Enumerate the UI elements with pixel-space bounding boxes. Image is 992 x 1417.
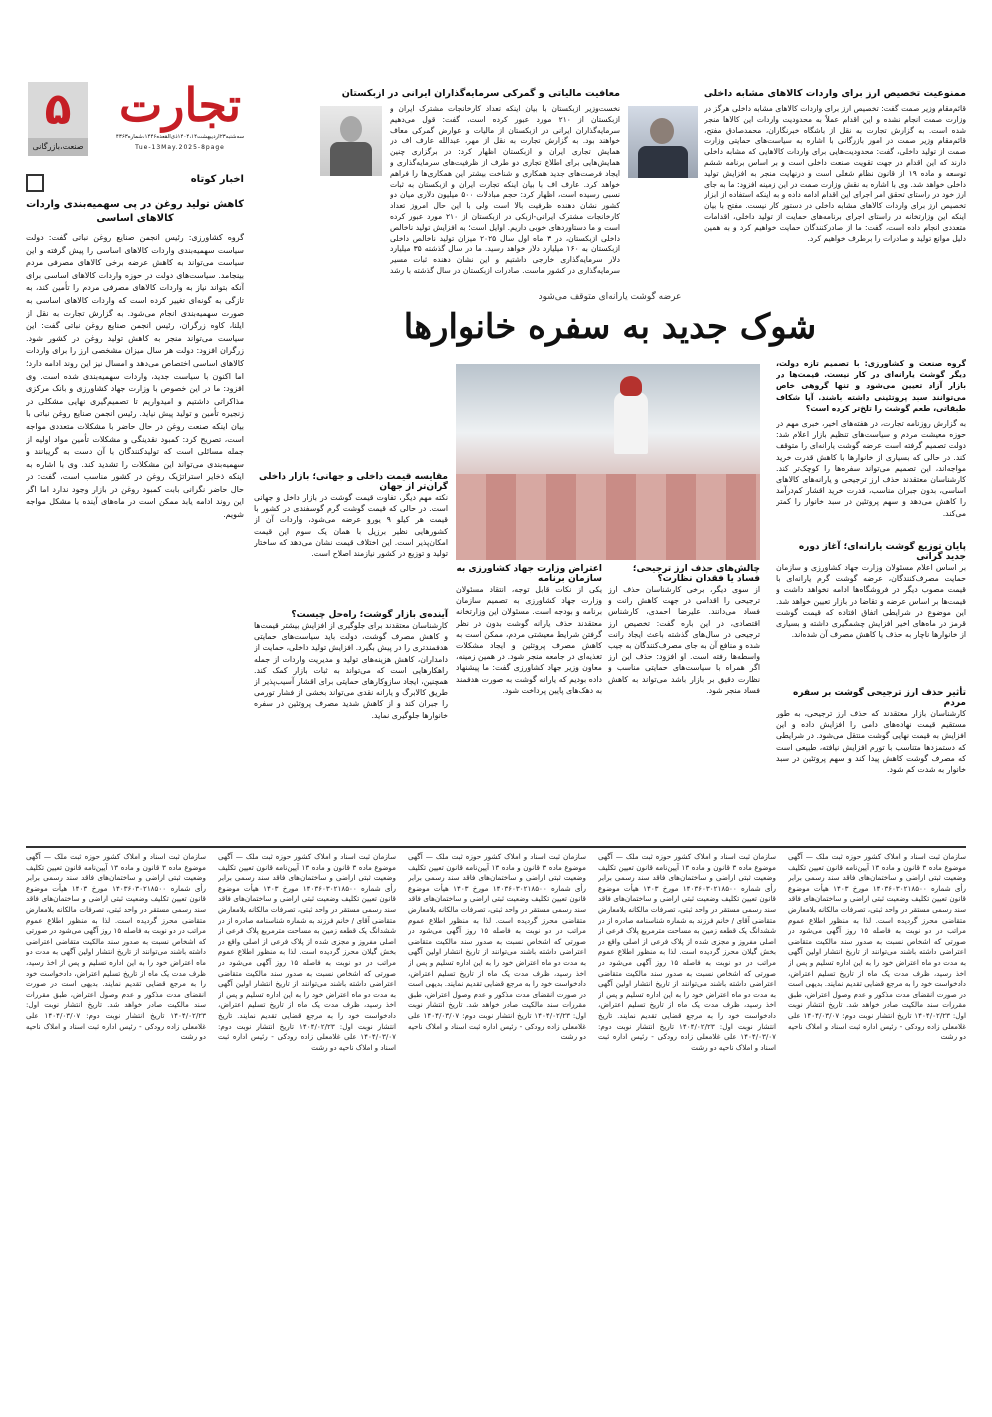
meat-trays bbox=[456, 474, 760, 560]
story-body: نخست‌وزیر ازبکستان با بیان اینکه تعداد کارخانجات مشترک ایران و ازبکستان از ۲۱۰ مورد عبور کرده است، گفت: قول می‌دهیم سرمایه‌گذاران ایرانی در ازبکستان از مالیات و عوارض گمرکی معاف خواهند بود. به گزارش تجارت به نقل از مهر، عبدالله عارف اف در همایش تجاری ایران و ازبکستان اظهار کرد: در برگزاری چنین همایش‌هایی برای اطلاع تجاری دو طرف از ظرفیت‌های سرمایه‌گذاری و ایجاد فرصت‌های جدید همکاری و شناخت بیشتر این همکاری‌ها را فراهم خواهد کرد. عارف اف با بیان اینکه تجارت ایران و ازبکستان به ثبات نسبی رسیده است، اظهار کرد: حجم مبادلات ۵۰۰ میلیون دلاری میان دو کشور نشان دهنده ظرفیت بالا است ولی با این حال امروز تعداد کارخانجات مشترک ایرانی-ازبکی در ازبکستان از ۲۱۰ مورد عبور کرده است و ما دستاوردهای خوبی داریم. اوایل است؛ به افزایش تولید ناخالص داخلی ازبکستان، در ۳ ماه اول سال ۲۰۲۵ میزان تولید ناخالص داخلی ازبکستان به ۱۶۰ میلیارد دلار خواهد رسید. ما در سال گذشته ۳۵ میلیارد دلار سرمایه‌گذاری خارجی داشتیم و این نشان دهنده ثبات مسیر سرمایه‌گذاری در کشور ماست. صادرات ازبکستان در سال گذشته با رشد bbox=[390, 104, 620, 275]
official-suit bbox=[638, 146, 688, 178]
section-title-4: اعتراض وزارت جهاد کشاورزی به سازمان برنامه bbox=[456, 564, 602, 584]
uzbek-story bbox=[290, 88, 620, 278]
currency-story bbox=[628, 88, 966, 278]
person-figure bbox=[340, 116, 362, 142]
notice-col-4: سازمان ثبت اسناد و املاک کشور حوزه ثبت ملک — آگهی موضوع ماده ۳ قانون و ماده ۱۳ آیین‌نامه قانون تعیین تکلیف وضعیت ثبتی اراضی و ساختمان‌های فاقد سند رسمی برابر رأی شماره ۱۴۰۳۶۰۳۰۲۱۸۵۰۰ مورخ ۱۴۰۳ هیأت موضوع قانون تعیین تکلیف وضعیت ثبتی اراضی و ساختمان‌های فاقد سند رسمی مستقر در واحد ثبتی، تصرفات مالکانه بلامعارض متقاضی آقای / خانم فرزند به شماره شناسنامه صادره از در ششدانگ یک قطعه زمین به مساحت مترمربع پلاک فرعی از اصلی مفروز و مجزی شده از پلاک فرعی از اصلی واقع در بخش گیلان محرز گردیده است. لذا به منظور اطلاع عموم مراتب در دو نوبت به فاصله ۱۵ روز آگهی می‌شود در صورتی که اشخاص نسبت به صدور سند مالکیت متقاضی اعتراضی داشته باشند می‌توانند از تاریخ انتشار اولین آگهی به مدت دو ماه اعتراض خود را به این اداره تسلیم و پس از اخذ رسید، ظرف مدت یک ماه از تاریخ تسلیم اعتراض، دادخواست خود را به مرجع قضایی تقدیم نمایند. تاریخ انتشار نوبت اول: ۱۴۰۴/۰۲/۲۳ تاریخ انتشار نوبت دوم: ۱۴۰۴/۰۳/۰۷ علی غلامعلی زاده رودکی - رئیس اداره ثبت اسناد و املاک ناحیه دو رشت bbox=[218, 852, 396, 1052]
section-title-2: تأثیر حذف ارز ترجیحی گوشت بر سفره مردم bbox=[793, 688, 966, 709]
newspaper-logo: تجارت bbox=[118, 78, 242, 132]
meat-photo bbox=[456, 364, 760, 560]
story-body: قائم‌مقام وزیر صمت گفت: تخصیص ارز برای واردات کالاهای مشابه داخلی هرگز در وزارت صمت انجام نشده و این اقدام عملاً به محدودیت واردات این کالاها منجر شده است. به گزارش تجارت به نقل از باشگاه خبرنگاران، محمدصادق مفتح، قائم‌مقام وزیر صمت در امور بازرگانی با اشاره به سیاست‌های حمایتی وزارت صمت از تولید داخلی، گفت: محدودیت‌هایی برای واردات کالاهایی که مشابه داخلی دارند که این اقدام در جهت تقویت صنعت داخلی است و بر اساس برنامه ششم توسعه و ماده ۱۹ از قانون نظام شغلی است و درنهایت منجر به افزایش تولید داخلی خواهد شد. وی با اشاره به نقش وزارت صمت در این زمینه افزود: ما به جای ارز خود در راستای تحقق امر اجرای این اقدام ادامه داده و به اینکه استفاده از ابزار تخصیص ارز برای واردات کالاهای مشابه داخلی در دستور کار نیست. مفتح با بیان اینکه این وزارتخانه در راستای اجرای برنامه‌های حمایت از تولید داخلی، اقدامات متعددی انجام داده است، گفت: ما از صادرکنندگان حمایت خواهیم کرد و به همین دلیل موانع تولید و صادرات را برطرف خواهیم کرد. bbox=[704, 104, 966, 243]
kicker: عرضه گوشت یارانه‌ای متوقف می‌شود bbox=[538, 292, 682, 302]
official-photo bbox=[628, 106, 698, 178]
notice-col-2: سازمان ثبت اسناد و املاک کشور حوزه ثبت ملک — آگهی موضوع ماده ۳ قانون و ماده ۱۳ آیین‌نامه قانون تعیین تکلیف وضعیت ثبتی اراضی و ساختمان‌های فاقد سند رسمی برابر رأی شماره ۱۴۰۳۶۰۳۰۲۱۸۵۰۰ مورخ ۱۴۰۳ هیأت موضوع قانون تعیین تکلیف وضعیت ثبتی اراضی و ساختمان‌های فاقد سند رسمی مستقر در واحد ثبتی، تصرفات مالکانه بلامعارض متقاضی آقای / خانم فرزند به شماره شناسنامه صادره از در ششدانگ یک قطعه زمین به مساحت مترمربع پلاک فرعی از اصلی مفروز و مجزی شده از پلاک فرعی از اصلی واقع در بخش گیلان محرز گردیده است. لذا به منظور اطلاع عموم مراتب در دو نوبت به فاصله ۱۵ روز آگهی می‌شود در صورتی که اشخاص نسبت به صدور سند مالکیت متقاضی اعتراضی داشته باشند می‌توانند از تاریخ انتشار اولین آگهی به مدت دو ماه اعتراض خود را به این اداره تسلیم و پس از اخذ رسید، ظرف مدت یک ماه از تاریخ تسلیم اعتراض، دادخواست خود را به مرجع قضایی تقدیم نمایند. تاریخ انتشار نوبت اول: ۱۴۰۴/۰۲/۲۳ تاریخ انتشار نوبت دوم: ۱۴۰۴/۰۳/۰۷ علی غلامعلی زاده رودکی - رئیس اداره ثبت اسناد و املاک ناحیه دو رشت bbox=[598, 852, 776, 1052]
col-objection bbox=[456, 564, 602, 842]
main-story bbox=[254, 286, 966, 842]
brief-column bbox=[26, 172, 244, 842]
section-body-4: یکی از نکات قابل توجه، انتقاد مسئولان وزارت جهاد کشاورزی به تصمیم سازمان برنامه و بودجه است. مسئولان این وزارتخانه معتقدند حذف یارانه گوشت بدون در نظر گرفتن شرایط معیشتی مردم، ممکن است به کاهش مصرف پروتئین و ایجاد مشکلات تغذیه‌ای در جامعه منجر شود. در همین زمینه، معاون وزیر جهاد کشاورزی گفت: ما پیشنهاد داده بودیم که یارانه گوشت به صورت هدفمند به دهک‌های پایین پرداخت شود. bbox=[456, 585, 602, 695]
official-figure bbox=[650, 118, 674, 144]
section-title-1: پایان توزیع گوشت یارانه‌ای؛ آغاز دوره جدید گرانی bbox=[798, 542, 966, 563]
lead: گروه صنعت و کشاورزی: با تصمیم تازه دولت، دیگر گوشت یارانه‌ای در کار نیست. قیمت‌ها در بازار آزاد تعیین می‌شود و تنها گروهی خاص می‌توانند سبد پروتئینی داشته باشند. آیا شکاف طبقاتی، طعم گوشت را تلخ‌تر کرده است؟ bbox=[776, 359, 966, 413]
notice-col-3: سازمان ثبت اسناد و املاک کشور حوزه ثبت ملک — آگهی موضوع ماده ۳ قانون و ماده ۱۳ آیین‌نامه قانون تعیین تکلیف وضعیت ثبتی اراضی و ساختمان‌های فاقد سند رسمی برابر رأی شماره ۱۴۰۳۶۰۳۰۲۱۸۵۰۰ مورخ ۱۴۰۳ هیأت موضوع قانون تعیین تکلیف وضعیت ثبتی اراضی و ساختمان‌های فاقد سند رسمی مستقر در واحد ثبتی، تصرفات مالکانه بلامعارض متقاضی محرز گردیده است. لذا به منظور اطلاع عموم مراتب در دو نوبت به فاصله ۱۵ روز آگهی می‌شود در صورتی که اشخاص نسبت به صدور سند مالکیت متقاضی اعتراضی داشته باشند می‌توانند از تاریخ انتشار اولین آگهی به مدت دو ماه اعتراض خود را به این اداره تسلیم و پس از اخذ رسید، ظرف مدت یک ماه از تاریخ تسلیم اعتراض، دادخواست خود را به مرجع قضایی تقدیم نمایند. بدیهی است در صورت انقضای مدت مذکور و عدم وصول اعتراض، طبق مقررات سند مالکیت صادر خواهد شد. تاریخ انتشار نوبت اول: ۱۴۰۴/۰۲/۲۳ تاریخ انتشار نوبت دوم: ۱۴۰۴/۰۳/۰۷ علی غلامعلی زاده رودکی - رئیس اداره ثبت اسناد و املاک ناحیه دو رشت bbox=[408, 852, 586, 1042]
section-body-3: از سوی دیگر، برخی کارشناسان حذف ارز ترجیحی را اقدامی در جهت کاهش رانت و فساد می‌دانند. علیرضا احمدی، کارشناس اقتصادی، در این باره گفت: تخصیص ارز ترجیحی در سال‌های گذشته باعث ایجاد رانت شده و منافع آن به جای مصرف‌کنندگان به جیب واسطه‌ها رفته است. او افزود: حذف این ارز اگر همراه با سیاست‌های حمایتی مناسب و نظارت دقیق بر بازار باشد می‌تواند به کاهش فساد منجر شود. bbox=[608, 585, 760, 695]
col-comparison bbox=[254, 472, 448, 842]
notice-col-1: سازمان ثبت اسناد و املاک کشور حوزه ثبت ملک — آگهی موضوع ماده ۳ قانون و ماده ۱۳ آیین‌نامه قانون تعیین تکلیف وضعیت ثبتی اراضی و ساختمان‌های فاقد سند رسمی برابر رأی شماره ۱۴۰۳۶۰۳۰۲۱۸۵۰۰ مورخ ۱۴۰۳ هیأت موضوع قانون تعیین تکلیف وضعیت ثبتی اراضی و ساختمان‌های فاقد سند رسمی مستقر در واحد ثبتی، تصرفات مالکانه بلامعارض متقاضی محرز گردیده است. لذا به منظور اطلاع عموم مراتب در دو نوبت به فاصله ۱۵ روز آگهی می‌شود در صورتی که اشخاص نسبت به صدور سند مالکیت متقاضی اعتراضی داشته باشند می‌توانند از تاریخ انتشار اولین آگهی به مدت دو ماه اعتراض خود را به این اداره تسلیم و پس از اخذ رسید، ظرف مدت یک ماه از تاریخ تسلیم اعتراض، دادخواست خود را به مرجع قضایی تقدیم نمایند. بدیهی است در صورت انقضای مدت مذکور و عدم وصول اعتراض، طبق مقررات سند مالکیت صادر خواهد شد. تاریخ انتشار نوبت اول: ۱۴۰۴/۰۲/۲۳ تاریخ انتشار نوبت دوم: ۱۴۰۴/۰۳/۰۷ علی غلامعلی زاده رودکی - رئیس اداره ثبت اسناد و املاک ناحیه دو رشت bbox=[788, 852, 966, 1042]
section-body-1: بر اساس اعلام مسئولان وزارت جهاد کشاورزی و سازمان حمایت مصرف‌کنندگان، عرضه گوشت گرم یارانه‌ای با قیمت مصوب دیگر در فروشگاه‌ها ادامه نخواهد داشت و قیمت‌ها بر اساس عرضه و تقاضا در بازار تعیین خواهد شد. این موضوع در شرایطی اتفاق افتاده که قیمت گوشت قرمز در ماه‌های اخیر افزایش چشمگیری داشته و بسیاری از خانوارها ناچار به حذف یا کاهش مصرف آن شده‌اند. bbox=[776, 563, 966, 640]
page-divider bbox=[26, 846, 966, 848]
masthead bbox=[28, 78, 268, 160]
brief-icon bbox=[26, 174, 44, 192]
brief-body: گروه کشاورزی: رئیس انجمن صنایع روغن نباتی گفت: دولت سیاست سهمیه‌بندی واردات کالاهای اساسی را پیش گرفته و این سیاست می‌تواند به کاهش عرضه برخی کالاهای مصرفی مردم بینجامد. سیاست‌های دولت در حوزه واردات کالاهای اساسی برای آنکه بتواند نیاز به واردات کالاهای مصرفی مردم را تأمین کند، به تازگی به گونه‌ای تغییر کرده است که واردات کالاهای اساسی به صورت سهمیه‌بندی انجام می‌شود. به گزارش تجارت به نقل از ایلنا، کاوه زرگران، رئیس انجمن صنایع روغن نباتی گفت: این سیاست می‌تواند منجر به کاهش تولید روغن در کشور شود. زرگران افزود: دولت هر سال میزان مشخصی ارز را برای واردات کالاهای اساسی اختصاص می‌دهد و امسال نیز این روند ادامه دارد؛ اما اکنون با سیاست جدید، واردات سهمیه‌بندی شده است. وی افزود: ما در این خصوص با وزارت جهاد کشاورزی و بانک مرکزی مذاکراتی داشتیم و امیدواریم تا تصمیم‌گیری نهایی مشکلی در زنجیره تأمین و تولید پیش نیاید. رئیس انجمن صنایع روغن نباتی با بیان اینکه صنعت روغن در حال حاضر با مشکلات متعددی مواجه است، تصریح کرد: کمبود نقدینگی و مشکلات تأمین مواد اولیه از جمله مسائلی است که تولیدکنندگان با آن دست به گریبانند و سهمیه‌بندی می‌تواند این مشکلات را تشدید کند. وی با اشاره به اینکه ذخایر استراتژیک روغن در کشور مناسب است، گفت: در حال حاضر نگرانی بابت کمبود روغن در بازار وجود ندارد اما اگر این روند ادامه یابد ممکن است در ماه‌های آینده با مشکل مواجه شویم. bbox=[26, 233, 244, 520]
page-number: ۵ bbox=[28, 82, 88, 138]
section-title-6: آینده‌ی بازار گوشت؛ راه‌حل چیست؟ bbox=[291, 610, 448, 620]
worker-figure bbox=[614, 392, 648, 454]
lead-column bbox=[776, 358, 966, 842]
section-title-3: چالش‌های حذف ارز ترجیحی؛ فساد یا فقدان نظارت؟ bbox=[632, 564, 760, 584]
section-body-6: کارشناسان معتقدند برای جلوگیری از افزایش بیشتر قیمت‌ها و کاهش مصرف گوشت، دولت باید سیاست‌های حمایتی هدفمندتری را در پیش بگیرد. افزایش تولید داخلی، حمایت از دامداران، کاهش هزینه‌های تولید و مدیریت واردات از جمله راهکارهایی است که می‌تواند به ثبات بازار کمک کند. همچنین، ایجاد سازوکارهای حمایتی برای اقشار آسیب‌پذیر از طریق کالابرگ و یارانه نقدی می‌تواند بخشی از فشار تورمی را جبران کند و از کاهش شدید مصرف پروتئین در سفره خانوارها جلوگیری نماید. bbox=[254, 621, 448, 720]
person-suit bbox=[330, 142, 372, 176]
col-challenges bbox=[608, 564, 760, 842]
section-title-5: مقایسه قیمت داخلی و جهانی؛ بازار داخلی گران‌تر از جهان bbox=[259, 472, 448, 492]
story-title: معافیت مالیاتی و گمرکی سرمایه‌گذاران ایرانی در ازبکستان bbox=[341, 88, 620, 99]
person-photo bbox=[320, 106, 382, 176]
brief-header-text: اخبار کوتاه bbox=[190, 174, 244, 185]
section-body-5: نکته مهم دیگر، تفاوت قیمت گوشت در بازار داخل و جهانی است. در حالی که قیمت گوشت گرم گوسفندی در کشور با قیمت هر کیلو ۹ یورو عرضه می‌شود، واردات آن از کشورهایی نظیر برزیل با همان یک سوم این قیمت امکان‌پذیر است. این اختلاف قیمت نشان می‌دهد که ساختار تولید و توزیع در کشور نیازمند اصلاح است. bbox=[254, 493, 448, 559]
story-title: ممنوعیت تخصیص ارز برای واردات کالاهای مشابه داخلی bbox=[703, 88, 966, 99]
headline: شوک جدید به سفره خانوارها bbox=[403, 307, 817, 347]
date-line: سه‌شنبه۲۳اردیبهشت۱۴۰۴،۱۴ذی‌القعده۱۴۴۶،شماره۴۳۶۳ bbox=[115, 134, 245, 140]
lead-body: به گزارش روزنامه تجارت، در هفته‌های اخیر، خبری مهم در حوزه معیشت مردم و سیاست‌های تنظیم بازار اعلام شد: دولت تصمیم گرفته است عرضه گوشت یارانه‌ای را متوقف کند. در حالی که بسیاری از خانوارها با کاهش قدرت خرید مواجه‌اند، این تصمیم می‌تواند سفره‌ها را کوچک‌تر کند. کارشناسان معتقدند حذف ارز ترجیحی و یارانه‌های کالاهای اساسی، بدون جبران مناسب، قدرت خرید اقشار کم‌درآمد را کاهش می‌دهد و سهم پروتئین در سبد خانوار را کمتر می‌کند. bbox=[776, 419, 966, 518]
notices-area bbox=[26, 852, 966, 1408]
section-label: صنعت،بازرگانی bbox=[28, 138, 88, 156]
section-body-2: کارشناسان بازار معتقدند که حذف ارز ترجیحی، به طور مستقیم قیمت نهاده‌های دامی را افزایش داده و این افزایش به قیمت نهایی گوشت منتقل می‌شود. در شرایطی که دستمزدها متناسب با تورم افزایش نیافته، طبیعی است که مصرف گوشت کاهش پیدا کند و سهم پروتئین در سبد خانوار به شدت کم شود. bbox=[776, 709, 966, 775]
notice-col-5: سازمان ثبت اسناد و املاک کشور حوزه ثبت ملک — آگهی موضوع ماده ۳ قانون و ماده ۱۳ آیین‌نامه قانون تعیین تکلیف وضعیت ثبتی اراضی و ساختمان‌های فاقد سند رسمی برابر رأی شماره ۱۴۰۳۶۰۳۰۲۱۸۵۰۰ مورخ ۱۴۰۳ هیأت موضوع قانون تعیین تکلیف وضعیت ثبتی اراضی و ساختمان‌های فاقد سند رسمی مستقر در واحد ثبتی، تصرفات مالکانه بلامعارض متقاضی محرز گردیده است. لذا به منظور اطلاع عموم مراتب در دو نوبت به فاصله ۱۵ روز آگهی می‌شود در صورتی که اشخاص نسبت به صدور سند مالکیت متقاضی اعتراضی داشته باشند می‌توانند از تاریخ انتشار اولین آگهی به مدت دو ماه اعتراض خود را به این اداره تسلیم و پس از اخذ رسید، ظرف مدت یک ماه از تاریخ تسلیم اعتراض، دادخواست خود را به مرجع قضایی تقدیم نمایند. بدیهی است در صورت انقضای مدت مذکور و عدم وصول اعتراض، طبق مقررات سند مالکیت صادر خواهد شد. تاریخ انتشار نوبت اول: ۱۴۰۴/۰۲/۲۳ تاریخ انتشار نوبت دوم: ۱۴۰۴/۰۳/۰۷ علی غلامعلی زاده رودکی - رئیس اداره ثبت اسناد و املاک ناحیه دو رشت bbox=[26, 852, 206, 1042]
worker-head bbox=[620, 376, 642, 396]
date-latin: Tue-13May.2025-8page bbox=[135, 144, 225, 151]
brief-header bbox=[26, 172, 244, 192]
brief-title: کاهش تولید روغن در پی سهمیه‌بندی واردات کالاهای اساسی bbox=[26, 199, 244, 224]
